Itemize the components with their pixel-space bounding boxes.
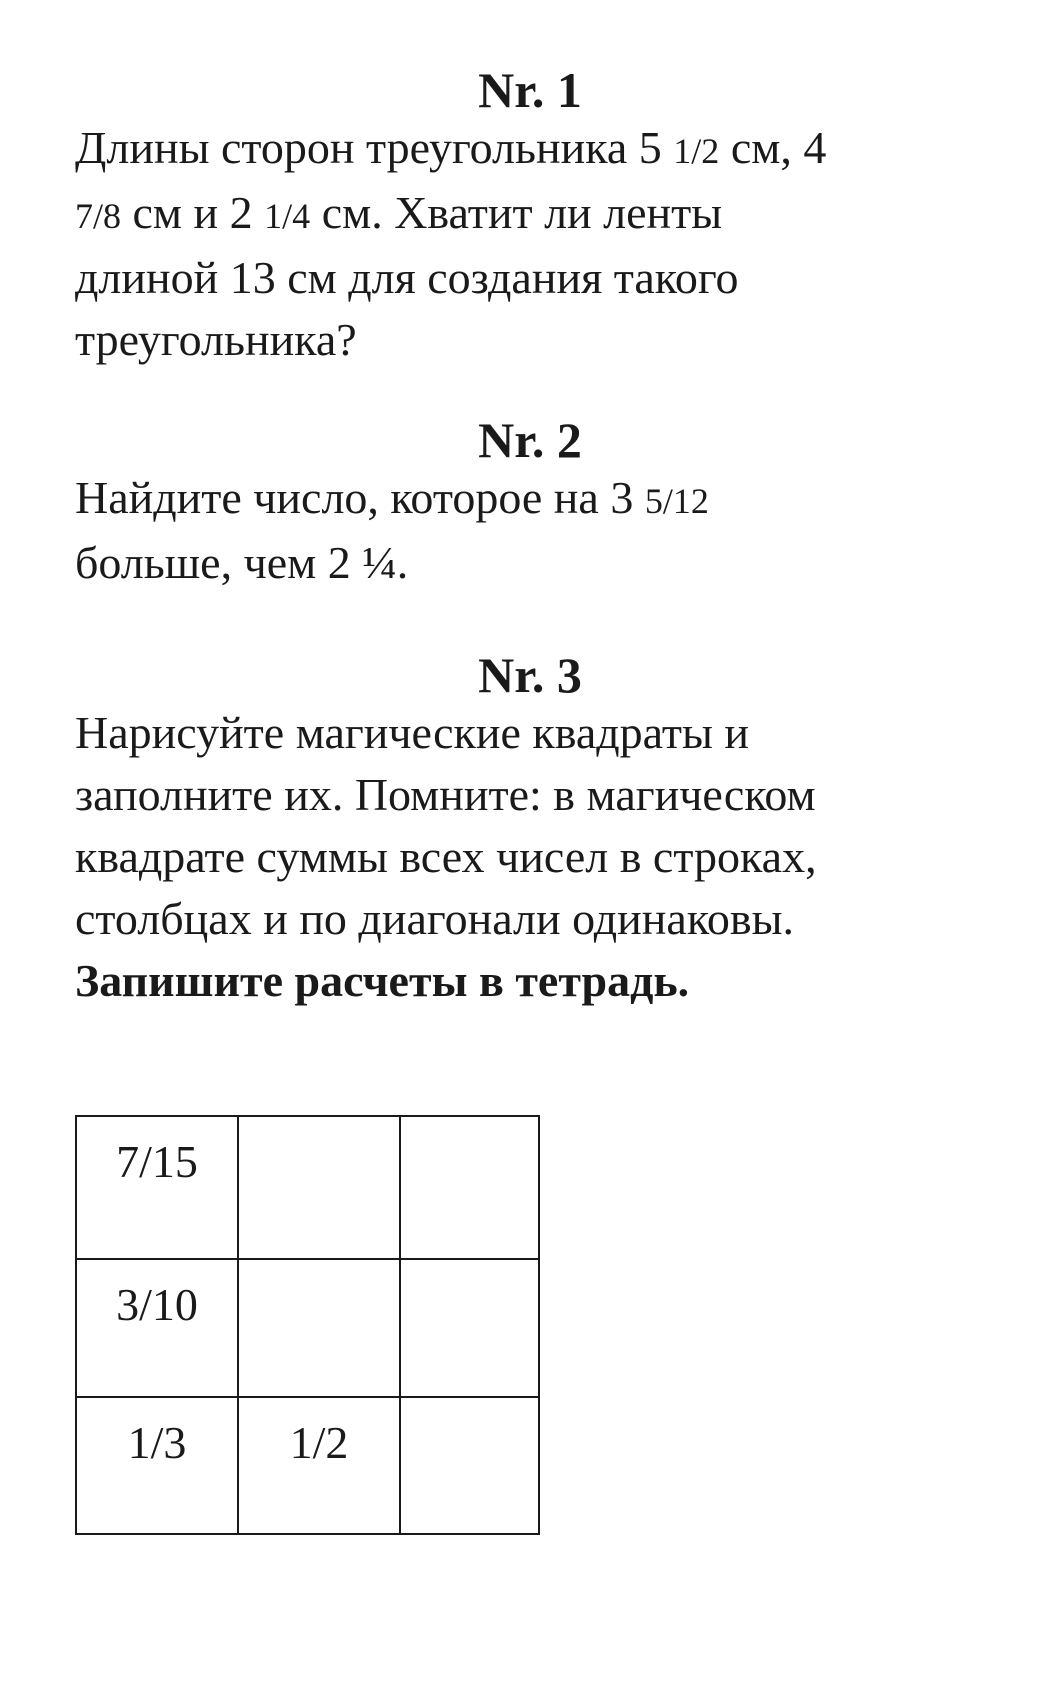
magic-square-cell: 1/3	[76, 1397, 238, 1534]
magic-square-cell: 3/10	[76, 1259, 238, 1397]
task-1-line-2: 7/8 см и 2 1/4 см. Хватит ли ленты	[75, 187, 723, 238]
magic-square-cell	[400, 1397, 539, 1534]
magic-square-cell	[400, 1116, 539, 1259]
task-3-heading: Nr. 3	[478, 647, 582, 703]
magic-square-cell: 7/15	[76, 1116, 238, 1259]
magic-square-cell: 1/2	[238, 1397, 400, 1534]
task-2-line-2: больше, чем 2 ¼.	[75, 537, 409, 588]
task-2-text	[75, 467, 1005, 594]
task-3-line-2: заполните их. Помните: в магическом	[75, 769, 816, 820]
task-1-line-4: треугольника?	[75, 314, 357, 365]
task-1-line-3: длиной 13 см для создания такого	[75, 252, 739, 303]
magic-square-cell	[238, 1116, 400, 1259]
task-2-line-1: Найдите число, которое на 3 5/12	[75, 472, 709, 523]
magic-square-cell	[400, 1259, 539, 1397]
task-2-heading: Nr. 2	[478, 412, 582, 468]
task-3-instruction: Запишите расчеты в тетрадь.	[75, 955, 690, 1006]
magic-square-row	[76, 1397, 539, 1534]
task-3-line-4: столбцах и по диагонали одинаковы.	[75, 893, 794, 944]
magic-square-row	[76, 1259, 539, 1397]
magic-square-grid	[75, 1115, 540, 1535]
task-1-line-1: Длины сторон треугольника 5 1/2 см, 4	[75, 122, 827, 173]
task-1-heading: Nr. 1	[478, 62, 582, 118]
task-3-line-1: Нарисуйте магические квадраты и	[75, 707, 750, 758]
task-3-text	[75, 702, 1005, 1012]
task-3-line-3: квадрате суммы всех чисел в строках,	[75, 831, 817, 882]
magic-square-cell	[238, 1259, 400, 1397]
magic-square-row	[76, 1116, 539, 1259]
task-1-text	[75, 117, 1005, 371]
